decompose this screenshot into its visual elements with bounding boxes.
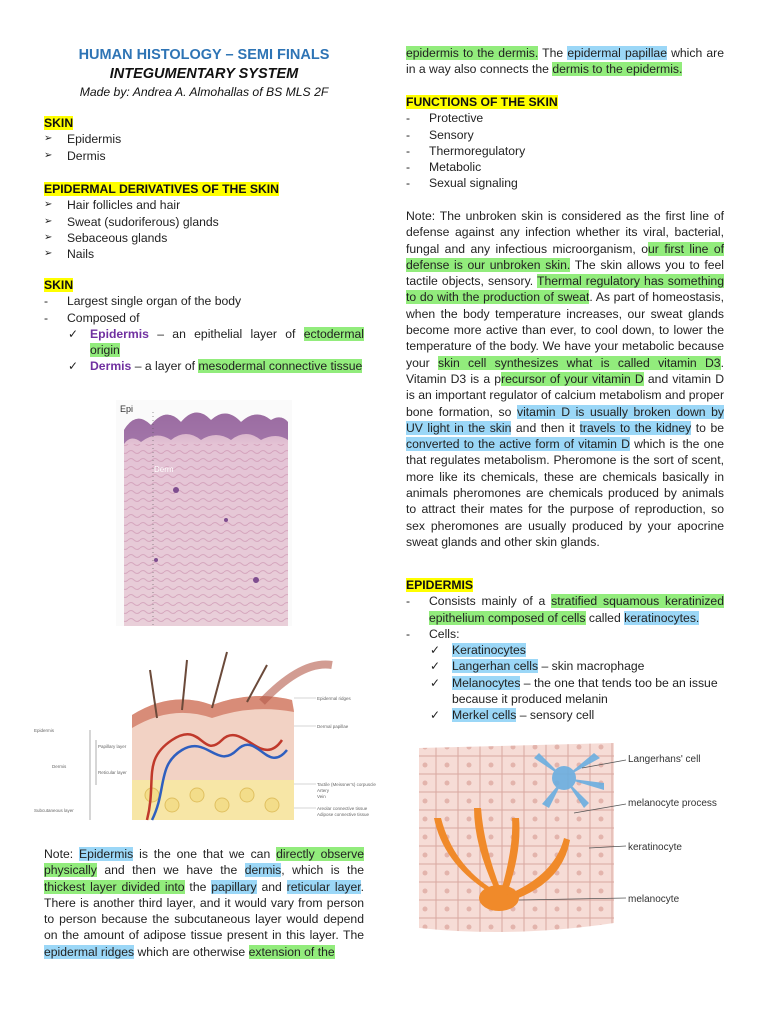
list-item: - Sensory (406, 127, 474, 142)
list-item: ➢ Sebaceous glands (44, 230, 168, 245)
svg-text:Dermis: Dermis (52, 764, 67, 769)
derivatives-list (44, 197, 364, 262)
list-item: ➢ Nails (44, 247, 95, 262)
epidermis-list (406, 593, 724, 723)
list-item: - Thermoregulatory (406, 143, 526, 158)
skin-details-list (44, 293, 364, 374)
svg-text:Papillary layer: Papillary layer (98, 744, 127, 749)
note-epidermis-paragraph: Note: Epidermis is the one that we can directly observe physically and then we have the dermis, which is the thickest layer divided into the papillary and reticular layer. There is another third layer, and it would vary from person to person because the subcutaneous layer would depend on the amount of adipose tissue present in this layer. The epidermal ridges which are otherwise extension of the (44, 847, 365, 959)
cell-label-melanocyte-process: melanocyte process (628, 798, 717, 809)
list-item: ✓ Keratinocytes (430, 643, 526, 658)
list-item: - Consists mainly of a stratified squamous keratinized epithelium composed of cells called keratinocytes. (406, 594, 724, 625)
cell-label-langerhans: Langerhans' cell (628, 754, 701, 765)
functions-list (406, 110, 724, 191)
note-functions-paragraph: Note: The unbroken skin is considered as the first line of defense against any infection whether its viral, bacterial, fungal and any infectious microorganism, our first line of defense is our unbroken skin. The skin allows you to feel tactile objects, sensory. Thermal regulatory has something to do with the production of sweat. As part of homeostasis, when the body temperature increases, our sweat glands become more active than ever, to cool down, to lower the temperature of the body. We have your metabolic because your skin cell synthesizes what is called vitamin D3. Vitamin D3 is a precursor of your vitamin D and vitamin D is an important regulator of calcium metabolism and proper bone formation, so vitamin D is usually broken down by UV light in the skin and then it travels to the kidney to be converted to the active form of vitamin D which is the one that regulates metabolism. Pheromone is the sort of scent, more like its chemicals, these are chemicals basically in animals pheromones are chemicals produced by animals to attract their mates for the purpose of reproduction, so sex pheromones are usually produced by your apocrine sweat glands and other skin glands. (406, 209, 724, 549)
svg-text:Areolar connective tissue: Areolar connective tissue (317, 806, 368, 811)
arrow-bullet-icon: ➢ (44, 215, 53, 227)
functions-heading: FUNCTIONS OF THE SKIN (406, 95, 558, 109)
svg-text:Reticular layer: Reticular layer (98, 770, 127, 775)
list-item: - Cells: (406, 626, 460, 641)
list-item: ✓ Merkel cells – sensory cell (430, 708, 595, 723)
checkmark-icon: ✓ (430, 675, 441, 690)
list-item: - Largest single organ of the body (44, 294, 242, 309)
note-continuation-paragraph: epidermis to the dermis. The epidermal papillae which are in a way also connects the dermis to the epidermis. (406, 46, 724, 77)
cell-label-melanocyte: melanocyte (628, 894, 680, 905)
svg-text:Subcutaneous layer: Subcutaneous layer (34, 808, 74, 813)
arrow-bullet-icon: ➢ (44, 199, 53, 211)
arrow-bullet-icon: ➢ (44, 231, 53, 243)
checkmark-icon: ✓ (430, 708, 441, 723)
micrograph-label-epi: Epi (120, 404, 134, 414)
skin-heading: SKIN (44, 116, 74, 130)
list-item: ✓ Epidermis – an epithelial layer of ectodermal origin (68, 326, 364, 358)
list-item: ➢ Dermis (44, 148, 106, 163)
checkmark-icon: ✓ (68, 326, 79, 341)
epidermis-heading: EPIDERMIS (406, 578, 474, 592)
document-author: Made by: Andrea A. Almohallas of BS MLS 2F (79, 85, 329, 99)
list-item: ➢ Epidermis (44, 132, 122, 147)
micrograph-label-derm: Derm (154, 465, 174, 474)
arrow-bullet-icon: ➢ (44, 248, 53, 260)
skin-details-heading: SKIN (44, 278, 74, 292)
document-title: HUMAN HISTOLOGY – SEMI FINALS (78, 47, 330, 63)
functions-section (406, 94, 724, 192)
document-title-block (44, 46, 364, 101)
arrow-bullet-icon: ➢ (44, 133, 53, 145)
list-item: - Protective (406, 111, 484, 126)
list-item: - Sexual signaling (406, 176, 518, 191)
skin-outline-section (44, 115, 364, 164)
list-item: - Metabolic (406, 160, 482, 175)
skin-layers-diagram (32, 640, 376, 836)
derivatives-heading: EPIDERMAL DERIVATIVES OF THE SKIN (44, 182, 279, 196)
svg-text:Epidermis: Epidermis (34, 728, 55, 733)
svg-text:Tactile (Meissner's) corpuscle: Tactile (Meissner's) corpuscle (317, 782, 376, 787)
checkmark-icon: ✓ (68, 359, 79, 374)
epidermal-cells-diagram (414, 738, 717, 938)
document-subtitle: INTEGUMENTARY SYSTEM (109, 66, 299, 82)
svg-text:Dermal papillae: Dermal papillae (317, 724, 349, 729)
cell-label-keratinocyte: keratinocyte (628, 842, 682, 853)
skin-outline-list (44, 131, 364, 164)
epidermis-section (406, 577, 724, 724)
checkmark-icon: ✓ (430, 643, 441, 658)
svg-text:Epidermal ridges: Epidermal ridges (317, 696, 351, 701)
list-item: ➢ Sweat (sudoriferous) glands (44, 214, 219, 229)
svg-text:Artery: Artery (317, 788, 330, 793)
list-item: ➢ Hair follicles and hair (44, 198, 181, 213)
arrow-bullet-icon: ➢ (44, 149, 53, 161)
list-item: ✓ Melanocytes – the one that tends too be an issue because it produced melanin (430, 675, 718, 707)
derivatives-section (44, 181, 364, 262)
checkmark-icon: ✓ (430, 659, 441, 674)
svg-text:Adipose connective tissue: Adipose connective tissue (317, 812, 370, 817)
list-item: - Composed of (44, 310, 140, 325)
svg-text:Vein: Vein (317, 794, 326, 799)
skin-micrograph-image (116, 400, 292, 626)
list-item: ✓ Dermis – a layer of mesodermal connective tissue (68, 359, 363, 374)
skin-details-section (44, 277, 364, 375)
list-item: ✓ Langerhan cells – skin macrophage (430, 659, 645, 674)
